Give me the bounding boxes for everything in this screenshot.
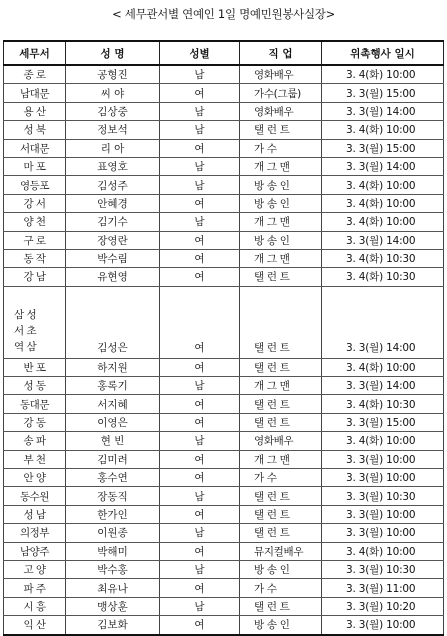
cell-gender: 여	[160, 542, 240, 560]
table-row	[4, 487, 444, 505]
cell-occupation: 탤 런 트	[240, 268, 322, 286]
cell-name: 리 아	[66, 139, 160, 157]
header-tax-office: 세무서	[4, 41, 66, 65]
cell-occupation: 개 그 맨	[240, 249, 322, 267]
cell-tax-office: 의정부	[4, 524, 66, 542]
cell-occupation: 방 송 인	[240, 231, 322, 249]
cell-appointment-datetime: 3. 3(월) 14:00	[322, 102, 444, 120]
cell-tax-office: 서대문	[4, 139, 66, 157]
cell-gender: 남	[160, 432, 240, 450]
cell-occupation: 개 그 맨	[240, 377, 322, 395]
table-row	[4, 579, 444, 597]
cell-tax-office: 반 포	[4, 358, 66, 376]
cell-tax-office: 익 산	[4, 616, 66, 635]
cell-gender: 남	[160, 102, 240, 120]
cell-gender: 남	[160, 65, 240, 84]
cell-name: 김보화	[66, 616, 160, 635]
cell-tax-office-multiline: 삼 성 서 초 역 삼	[4, 286, 66, 358]
cell-occupation: 방 송 인	[240, 194, 322, 212]
cell-tax-office: 송 파	[4, 432, 66, 450]
cell-gender: 남	[160, 597, 240, 615]
cell-name: 공형진	[66, 65, 160, 84]
cell-tax-office: 고 양	[4, 560, 66, 578]
cell-appointment-datetime: 3. 3(월) 15:00	[322, 139, 444, 157]
cell-appointment-datetime: 3. 3(월) 10:00	[322, 505, 444, 523]
cell-occupation: 방 송 인	[240, 560, 322, 578]
cell-tax-office: 양 천	[4, 213, 66, 231]
cell-tax-office: 영등포	[4, 176, 66, 194]
cell-appointment-datetime: 3. 3(월) 10:00	[322, 469, 444, 487]
table-row	[4, 213, 444, 231]
header-gender: 성별	[160, 41, 240, 65]
cell-name: 정보석	[66, 121, 160, 139]
table-row	[4, 560, 444, 578]
cell-occupation: 영화배우	[240, 102, 322, 120]
cell-occupation: 가 수	[240, 579, 322, 597]
cell-occupation: 탤 런 트	[240, 286, 322, 358]
cell-appointment-datetime: 3. 3(월) 15:00	[322, 84, 444, 102]
cell-occupation: 가수(그룹)	[240, 84, 322, 102]
cell-name: 현 빈	[66, 432, 160, 450]
cell-name: 표영호	[66, 157, 160, 175]
cell-tax-office: 동수원	[4, 487, 66, 505]
cell-tax-office: 성 남	[4, 505, 66, 523]
cell-tax-office: 성 동	[4, 377, 66, 395]
cell-gender: 여	[160, 286, 240, 358]
cell-occupation: 탤 런 트	[240, 505, 322, 523]
cell-gender: 여	[160, 413, 240, 431]
table-row	[4, 286, 444, 358]
cell-appointment-datetime: 3. 3(월) 14:00	[322, 231, 444, 249]
table-row	[4, 121, 444, 139]
cell-tax-office: 강 남	[4, 268, 66, 286]
cell-occupation: 방 송 인	[240, 176, 322, 194]
cell-occupation: 개 그 맨	[240, 450, 322, 468]
cell-tax-office: 안 양	[4, 469, 66, 487]
cell-name: 박해미	[66, 542, 160, 560]
cell-tax-office: 파 주	[4, 579, 66, 597]
document-title: < 세무관서별 연예인 1일 명예민원봉사실장>	[112, 7, 335, 21]
table-row	[4, 524, 444, 542]
header-name: 성 명	[66, 41, 160, 65]
cell-tax-office: 남양주	[4, 542, 66, 560]
cell-gender: 여	[160, 84, 240, 102]
cell-tax-office: 구 로	[4, 231, 66, 249]
cell-gender: 여	[160, 450, 240, 468]
cell-appointment-datetime: 3. 4(화) 10:30	[322, 268, 444, 286]
cell-gender: 남	[160, 377, 240, 395]
cell-name: 김기수	[66, 213, 160, 231]
cell-name: 최유나	[66, 579, 160, 597]
cell-appointment-datetime: 3. 4(화) 10:30	[322, 395, 444, 413]
table-body	[4, 65, 444, 635]
cell-name: 장동직	[66, 487, 160, 505]
cell-occupation: 가 수	[240, 139, 322, 157]
table-row	[4, 597, 444, 615]
cell-gender: 남	[160, 560, 240, 578]
cell-name: 박수홍	[66, 560, 160, 578]
cell-gender: 여	[160, 268, 240, 286]
cell-appointment-datetime: 3. 4(화) 10:00	[322, 432, 444, 450]
cell-name: 맹상훈	[66, 597, 160, 615]
cell-tax-office: 용 산	[4, 102, 66, 120]
cell-occupation: 탤 런 트	[240, 597, 322, 615]
cell-name: 안혜경	[66, 194, 160, 212]
cell-gender: 여	[160, 358, 240, 376]
cell-name: 김성주	[66, 176, 160, 194]
header-row	[4, 41, 444, 65]
cell-gender: 여	[160, 469, 240, 487]
table-row	[4, 450, 444, 468]
cell-name: 이원종	[66, 524, 160, 542]
cell-tax-office: 종 로	[4, 65, 66, 84]
table-row	[4, 377, 444, 395]
cell-gender: 남	[160, 213, 240, 231]
cell-appointment-datetime: 3. 4(화) 10:30	[322, 249, 444, 267]
cell-appointment-datetime: 3. 4(화) 10:00	[322, 542, 444, 560]
cell-name: 김상중	[66, 102, 160, 120]
table-row	[4, 194, 444, 212]
cell-tax-office: 시 흥	[4, 597, 66, 615]
cell-name: 장영란	[66, 231, 160, 249]
table-row	[4, 413, 444, 431]
table-row	[4, 505, 444, 523]
cell-name: 하지원	[66, 358, 160, 376]
cell-appointment-datetime: 3. 3(월) 14:00	[322, 286, 444, 358]
cell-occupation: 탤 런 트	[240, 395, 322, 413]
cell-gender: 여	[160, 616, 240, 635]
cell-gender: 여	[160, 139, 240, 157]
cell-gender: 여	[160, 194, 240, 212]
cell-tax-office: 마 포	[4, 157, 66, 175]
table-row	[4, 542, 444, 560]
cell-occupation: 영화배우	[240, 432, 322, 450]
cell-name: 김성은	[66, 286, 160, 358]
cell-appointment-datetime: 3. 3(월) 11:00	[322, 579, 444, 597]
cell-tax-office: 부 천	[4, 450, 66, 468]
cell-gender: 남	[160, 176, 240, 194]
table-row	[4, 157, 444, 175]
cell-name: 한가인	[66, 505, 160, 523]
cell-name: 박수림	[66, 249, 160, 267]
cell-appointment-datetime: 3. 3(월) 14:00	[322, 157, 444, 175]
cell-tax-office: 동대문	[4, 395, 66, 413]
cell-name: 이영은	[66, 413, 160, 431]
cell-name: 홍수연	[66, 469, 160, 487]
cell-appointment-datetime: 3. 4(화) 10:00	[322, 213, 444, 231]
cell-appointment-datetime: 3. 4(화) 10:00	[322, 194, 444, 212]
cell-appointment-datetime: 3. 3(월) 10:30	[322, 560, 444, 578]
cell-occupation: 영화배우	[240, 65, 322, 84]
cell-occupation: 개 그 맨	[240, 157, 322, 175]
cell-gender: 남	[160, 121, 240, 139]
cell-appointment-datetime: 3. 3(월) 15:00	[322, 413, 444, 431]
cell-appointment-datetime: 3. 3(월) 10:00	[322, 450, 444, 468]
table-row	[4, 65, 444, 84]
celebrity-honorary-office-table	[3, 40, 444, 636]
cell-tax-office: 강 서	[4, 194, 66, 212]
cell-name: 유현영	[66, 268, 160, 286]
cell-occupation: 방 송 인	[240, 616, 322, 635]
cell-name: 서지혜	[66, 395, 160, 413]
table-row	[4, 616, 444, 635]
table-row	[4, 231, 444, 249]
cell-name: 김미려	[66, 450, 160, 468]
cell-appointment-datetime: 3. 3(월) 10:30	[322, 487, 444, 505]
cell-tax-office: 강 동	[4, 413, 66, 431]
table-row	[4, 268, 444, 286]
cell-tax-office: 성 북	[4, 121, 66, 139]
cell-occupation: 탤 런 트	[240, 413, 322, 431]
cell-occupation: 뮤지컬배우	[240, 542, 322, 560]
cell-appointment-datetime: 3. 4(화) 10:00	[322, 65, 444, 84]
cell-occupation: 탤 런 트	[240, 121, 322, 139]
table-row	[4, 139, 444, 157]
cell-gender: 남	[160, 157, 240, 175]
table-row	[4, 84, 444, 102]
cell-gender: 남	[160, 487, 240, 505]
cell-occupation: 탤 런 트	[240, 524, 322, 542]
table-row	[4, 358, 444, 376]
cell-occupation: 탤 런 트	[240, 487, 322, 505]
cell-appointment-datetime: 3. 4(화) 10:00	[322, 176, 444, 194]
cell-tax-office: 남대문	[4, 84, 66, 102]
cell-appointment-datetime: 3. 3(월) 10:20	[322, 597, 444, 615]
cell-appointment-datetime: 3. 4(화) 10:00	[322, 121, 444, 139]
cell-gender: 여	[160, 231, 240, 249]
cell-appointment-datetime: 3. 4(화) 10:00	[322, 358, 444, 376]
header-appointment-datetime: 위촉행사 일시	[322, 41, 444, 65]
cell-name: 홍록기	[66, 377, 160, 395]
header-occupation: 직 업	[240, 41, 322, 65]
cell-occupation: 탤 런 트	[240, 358, 322, 376]
cell-appointment-datetime: 3. 3(월) 14:00	[322, 377, 444, 395]
cell-appointment-datetime: 3. 3(월) 10:00	[322, 616, 444, 635]
table-row	[4, 249, 444, 267]
table-row	[4, 395, 444, 413]
table-row	[4, 432, 444, 450]
cell-gender: 여	[160, 579, 240, 597]
cell-gender: 여	[160, 505, 240, 523]
cell-occupation: 가 수	[240, 469, 322, 487]
cell-gender: 여	[160, 249, 240, 267]
cell-occupation: 개 그 맨	[240, 213, 322, 231]
table-row	[4, 469, 444, 487]
table-row	[4, 176, 444, 194]
cell-gender: 남	[160, 524, 240, 542]
cell-name: 씨 야	[66, 84, 160, 102]
table-row	[4, 102, 444, 120]
cell-appointment-datetime: 3. 3(월) 10:00	[322, 524, 444, 542]
cell-tax-office: 동 작	[4, 249, 66, 267]
cell-gender: 여	[160, 395, 240, 413]
